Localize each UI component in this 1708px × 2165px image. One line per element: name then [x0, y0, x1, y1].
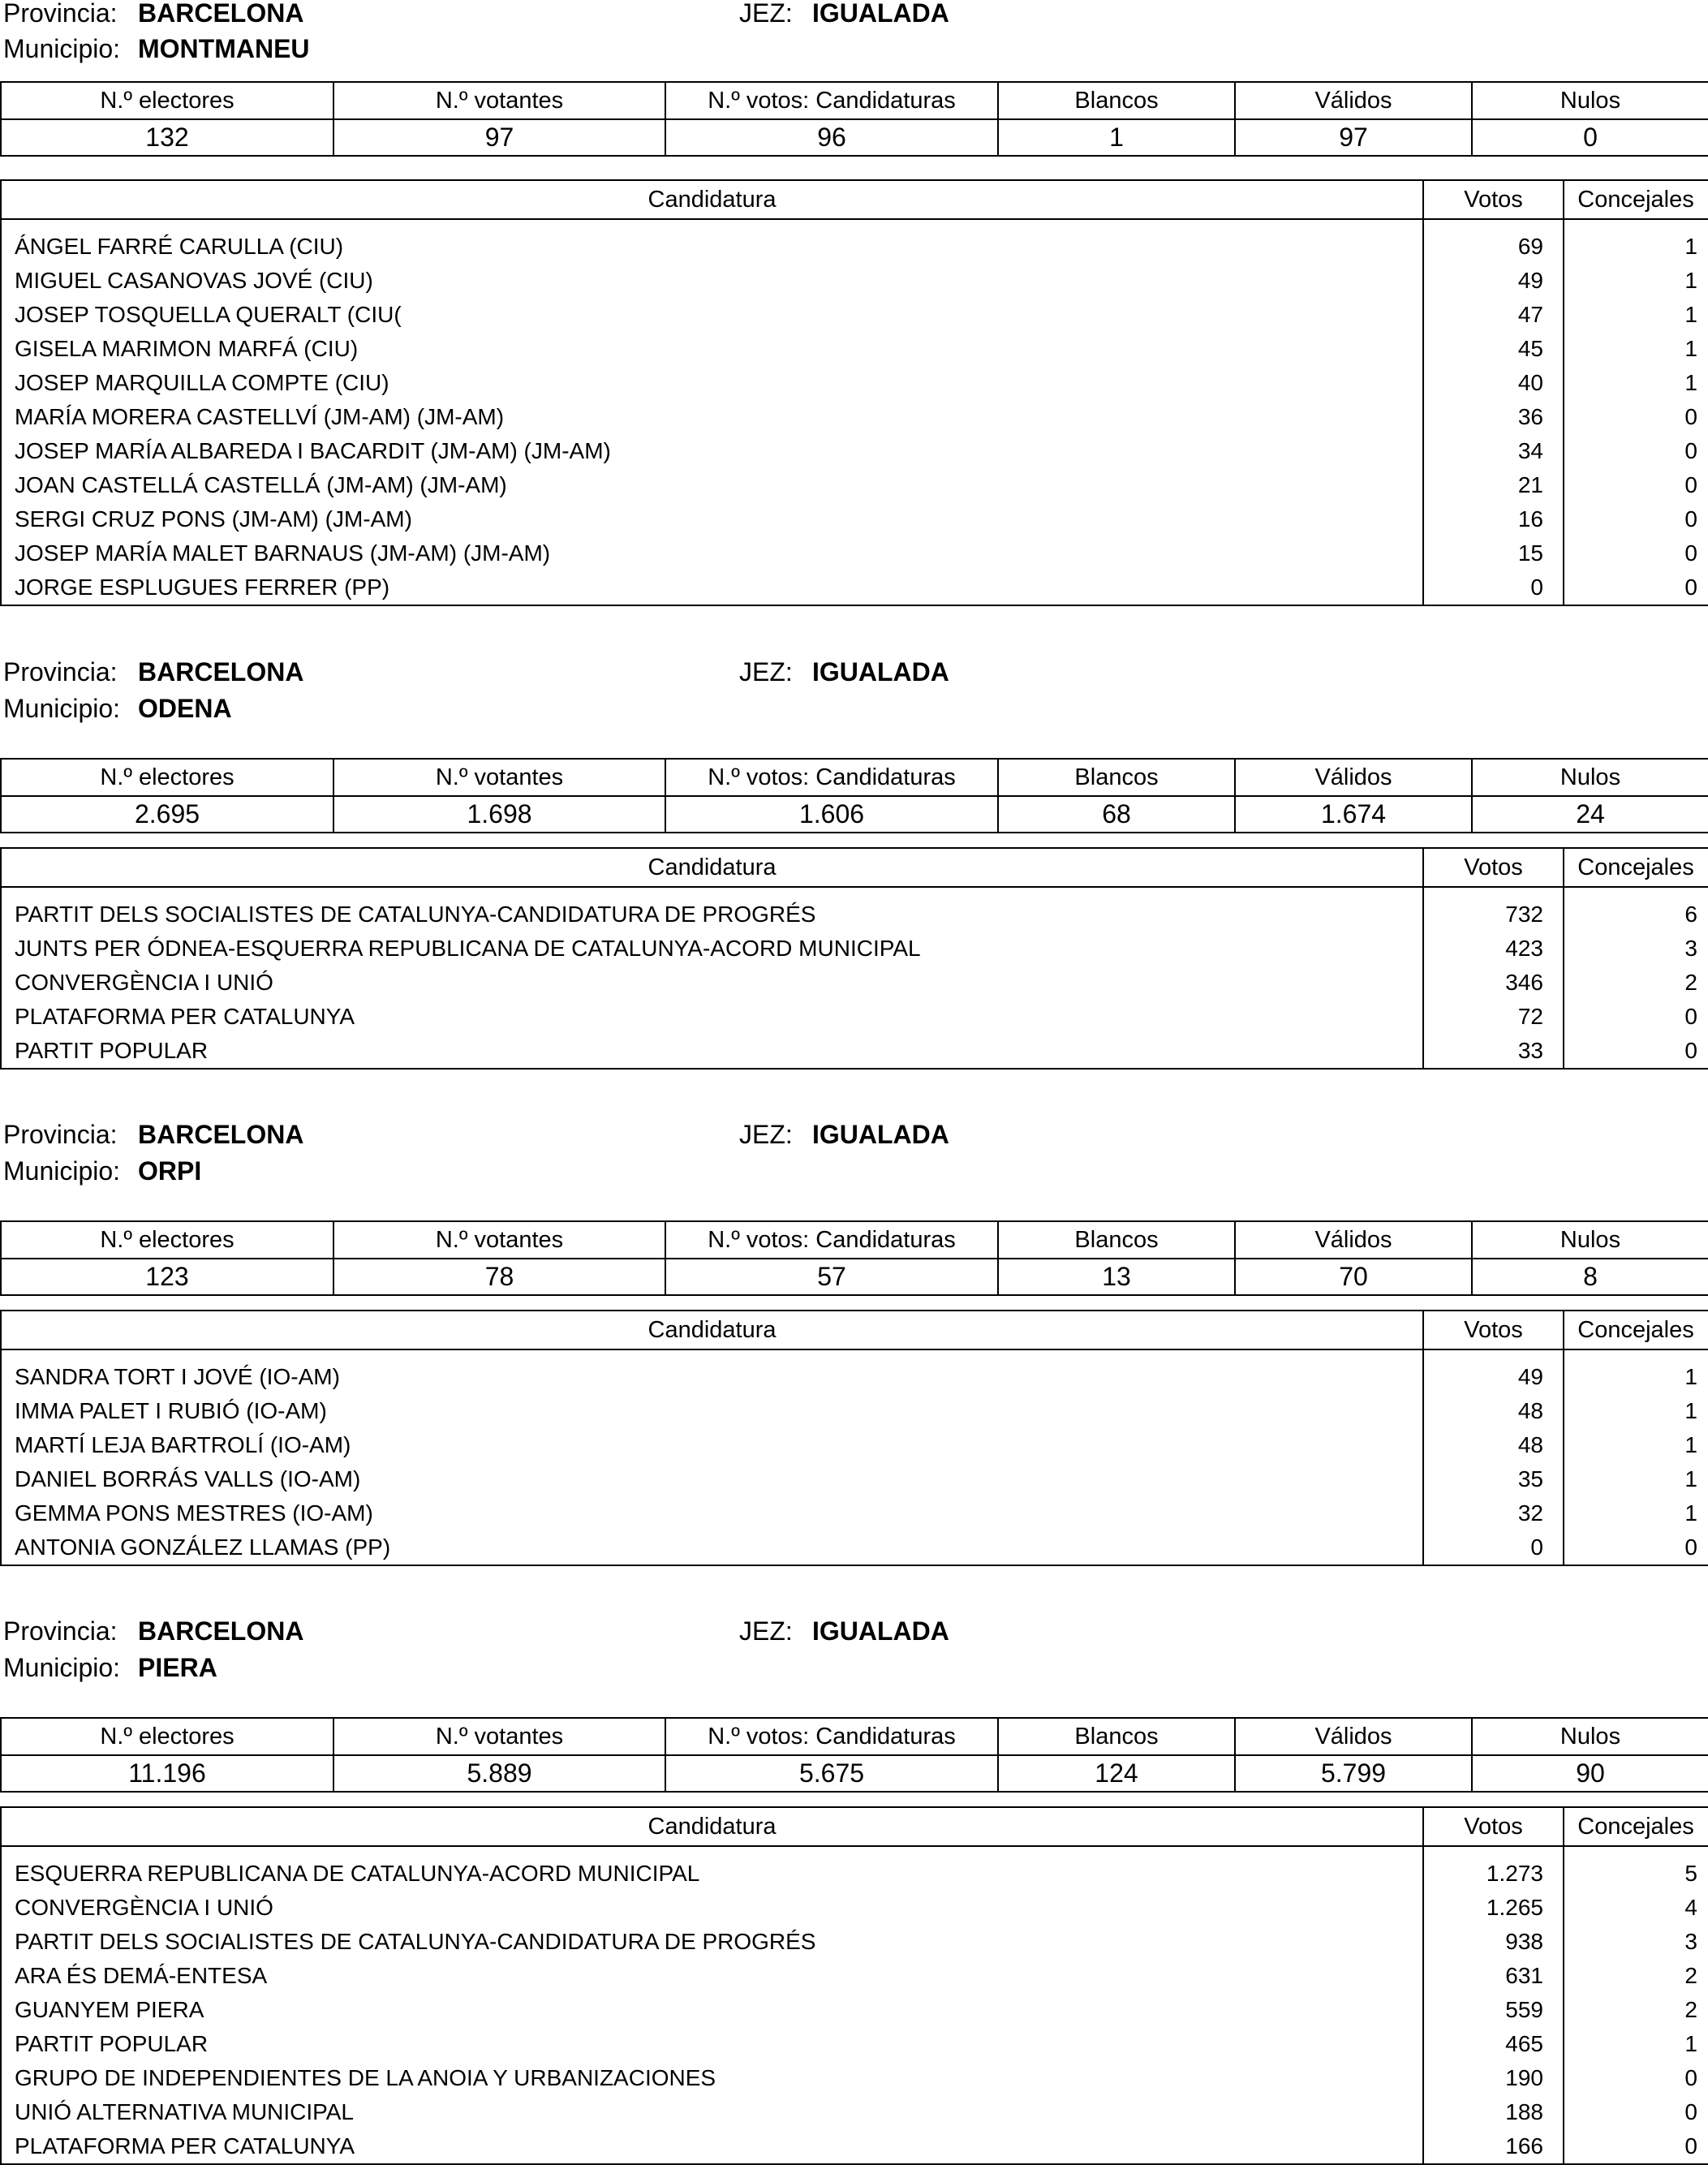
- concejales-value: 0: [1684, 472, 1697, 497]
- jez-label: JEZ:: [739, 657, 793, 687]
- blancos-value: 13: [997, 1259, 1234, 1294]
- concejales-value: 2: [1684, 1963, 1697, 1988]
- summary-header-row: [2, 760, 1708, 795]
- candidatura-name: CONVERGÈNCIA I UNIÓ: [15, 1895, 273, 1920]
- summary-header: Válidos: [1234, 760, 1471, 795]
- candidatura-name: JOAN CASTELLÁ CASTELLÁ (JM-AM) (JM-AM): [15, 472, 507, 497]
- votos-value: 559: [1505, 1997, 1543, 2022]
- summary-table: [0, 758, 1708, 833]
- concejales-header: Concejales: [1577, 1316, 1694, 1343]
- votos-value: 49: [1517, 268, 1543, 293]
- candidatura-name: GUANYEM PIERA: [15, 1997, 204, 2022]
- concejales-value: 0: [1684, 540, 1697, 566]
- blancos-value: 124: [997, 1756, 1234, 1791]
- concejales-value: 1: [1684, 1466, 1697, 1491]
- votos-column: [1424, 1350, 1564, 1565]
- candidaturas-body: [2, 220, 1708, 605]
- votos-value: 72: [1517, 1004, 1543, 1029]
- summary-values-row: [2, 1258, 1708, 1294]
- votos-value: 1.265: [1486, 1895, 1543, 1920]
- candidatura-name: ESQUERRA REPUBLICANA DE CATALUNYA-ACORD MUNICIPAL: [15, 1861, 700, 1886]
- concejales-header: Concejales: [1577, 1813, 1694, 1840]
- votos-header: Votos: [1424, 1808, 1564, 1845]
- votos-candidaturas-value: 96: [665, 120, 997, 155]
- candidaturas-table: [0, 847, 1708, 1070]
- concejales-value: 5: [1684, 1861, 1697, 1886]
- summary-header-row: [2, 83, 1708, 118]
- summary-header: Blancos: [997, 760, 1234, 795]
- blancos-value: 1: [997, 120, 1234, 155]
- candidatura-header: Candidatura: [2, 1808, 1424, 1845]
- municipio-value: PIERA: [138, 1653, 217, 1682]
- section-header: [0, 0, 1708, 67]
- votos-value: 16: [1517, 506, 1543, 532]
- municipio-label: Municipio:: [3, 34, 121, 63]
- summary-header: N.º votos: Candidaturas: [665, 1222, 997, 1258]
- votos-value: 48: [1517, 1398, 1543, 1423]
- electores-value: 132: [145, 123, 189, 152]
- candidaturas-header-row: [2, 1311, 1708, 1350]
- concejales-value: 0: [1684, 2133, 1697, 2159]
- votos-value: 69: [1517, 234, 1543, 259]
- validos-value: 5.799: [1234, 1756, 1471, 1791]
- candidatura-name: CONVERGÈNCIA I UNIÓ: [15, 970, 273, 995]
- provincia-label: Provincia:: [3, 1120, 118, 1149]
- nulos-value: 0: [1471, 120, 1708, 155]
- validos-value: 1.674: [1234, 797, 1471, 832]
- candidatura-names: [2, 1350, 1424, 1565]
- summary-table: [0, 1220, 1708, 1296]
- candidatura-name: JOSEP MARÍA ALBAREDA I BACARDIT (JM-AM) (JM-AM): [15, 438, 611, 463]
- concejales-value: 6: [1684, 902, 1697, 927]
- candidatura-name: ANTONIA GONZÁLEZ LLAMAS (PP): [15, 1534, 391, 1560]
- municipio-label: Municipio:: [3, 1653, 121, 1682]
- candidatura-name: JOSEP MARQUILLA COMPTE (CIU): [15, 370, 389, 395]
- section-header: [0, 1120, 1708, 1196]
- candidaturas-header-row: [2, 1808, 1708, 1847]
- summary-header: N.º votantes: [333, 1719, 665, 1754]
- concejales-value: 1: [1684, 2031, 1697, 2056]
- votos-value: 166: [1505, 2133, 1543, 2159]
- municipio-label: Municipio:: [3, 694, 121, 723]
- concejales-column: [1564, 1847, 1707, 2163]
- electores-value: 2.695: [134, 799, 200, 829]
- summary-header: Válidos: [1234, 83, 1471, 118]
- summary-header: N.º votos: Candidaturas: [665, 1719, 997, 1754]
- candidatura-name: JOSEP MARÍA MALET BARNAUS (JM-AM) (JM-AM): [15, 540, 551, 566]
- municipio-value: ODENA: [138, 694, 232, 723]
- concejales-value: 2: [1684, 970, 1697, 995]
- candidaturas-header-row: [2, 849, 1708, 888]
- concejales-column: [1564, 888, 1707, 1068]
- summary-header: N.º votantes: [333, 1222, 665, 1258]
- summary-table: [0, 1717, 1708, 1793]
- electores-value: 123: [145, 1262, 189, 1291]
- provincia-label: Provincia:: [3, 1616, 118, 1646]
- votos-value: 631: [1505, 1963, 1543, 1988]
- summary-header: Nulos: [1471, 83, 1708, 118]
- candidatura-name: UNIÓ ALTERNATIVA MUNICIPAL: [15, 2099, 355, 2124]
- candidatura-name: JORGE ESPLUGUES FERRER (PP): [15, 575, 390, 600]
- summary-header-row: [2, 1222, 1708, 1258]
- votantes-value: 1.698: [333, 797, 665, 832]
- provincia-value: BARCELONA: [138, 657, 304, 687]
- summary-header: Válidos: [1234, 1222, 1471, 1258]
- municipio-section: [0, 1120, 1708, 1560]
- concejales-value: 0: [1684, 575, 1697, 600]
- candidatura-name: SERGI CRUZ PONS (JM-AM) (JM-AM): [15, 506, 412, 532]
- municipio-section: [0, 1616, 1708, 2159]
- concejales-value: 1: [1684, 1432, 1697, 1457]
- votos-value: 423: [1505, 936, 1543, 961]
- municipio-section: [0, 657, 1708, 1063]
- candidaturas-body: [2, 1847, 1708, 2163]
- candidatura-name: JOSEP TOSQUELLA QUERALT (CIU(: [15, 302, 402, 327]
- concejales-header: Concejales: [1577, 186, 1694, 213]
- summary-header: Nulos: [1471, 1222, 1708, 1258]
- summary-header: N.º votantes: [333, 83, 665, 118]
- concejales-header: Concejales: [1577, 854, 1694, 880]
- nulos-value: 8: [1471, 1259, 1708, 1294]
- jez-value: IGUALADA: [812, 0, 949, 28]
- candidatura-name: DANIEL BORRÁS VALLS (IO-AM): [15, 1466, 361, 1491]
- concejales-value: 0: [1684, 506, 1697, 532]
- provincia-value: BARCELONA: [138, 1616, 304, 1646]
- votos-value: 21: [1517, 472, 1543, 497]
- summary-header: N.º electores: [100, 764, 234, 790]
- jez-value: IGUALADA: [812, 1616, 949, 1646]
- candidatura-name: PLATAFORMA PER CATALUNYA: [15, 1004, 355, 1029]
- votos-value: 938: [1505, 1929, 1543, 1954]
- votos-value: 48: [1517, 1432, 1543, 1457]
- candidatura-name: PARTIT DELS SOCIALISTES DE CATALUNYA-CANDIDATURA DE PROGRÉS: [15, 1929, 816, 1954]
- candidaturas-body: [2, 1350, 1708, 1565]
- concejales-value: 0: [1684, 2065, 1697, 2090]
- votos-value: 34: [1517, 438, 1543, 463]
- validos-value: 70: [1234, 1259, 1471, 1294]
- summary-header: Blancos: [997, 83, 1234, 118]
- candidatura-name: ÁNGEL FARRÉ CARULLA (CIU): [15, 234, 344, 259]
- votos-value: 15: [1517, 540, 1543, 566]
- candidatura-name: MARÍA MORERA CASTELLVÍ (JM-AM) (JM-AM): [15, 404, 505, 429]
- candidatura-name: GEMMA PONS MESTRES (IO-AM): [15, 1500, 373, 1526]
- candidatura-header: Candidatura: [2, 1311, 1424, 1349]
- votantes-value: 5.889: [333, 1756, 665, 1791]
- electores-value: 11.196: [128, 1758, 206, 1788]
- concejales-value: 1: [1684, 1500, 1697, 1526]
- candidatura-names: [2, 1847, 1424, 2163]
- concejales-value: 2: [1684, 1997, 1697, 2022]
- votos-value: 0: [1530, 1534, 1543, 1560]
- section-header: [0, 657, 1708, 734]
- candidatura-header: Candidatura: [2, 849, 1424, 886]
- summary-header: Blancos: [997, 1222, 1234, 1258]
- candidatura-name: PLATAFORMA PER CATALUNYA: [15, 2133, 355, 2159]
- votos-value: 190: [1505, 2065, 1543, 2090]
- municipio-label: Municipio:: [3, 1156, 121, 1186]
- jez-label: JEZ:: [739, 1120, 793, 1149]
- concejales-value: 0: [1684, 1038, 1697, 1063]
- summary-header: Válidos: [1234, 1719, 1471, 1754]
- nulos-value: 90: [1471, 1756, 1708, 1791]
- votos-candidaturas-value: 1.606: [665, 797, 997, 832]
- votos-column: [1424, 1847, 1564, 2163]
- candidaturas-table: [0, 179, 1708, 606]
- concejales-value: 1: [1684, 234, 1697, 259]
- nulos-value: 24: [1471, 797, 1708, 832]
- summary-header: N.º electores: [100, 87, 234, 114]
- votos-header: Votos: [1424, 1311, 1564, 1349]
- concejales-value: 1: [1684, 268, 1697, 293]
- summary-values-row: [2, 118, 1708, 155]
- votos-column: [1424, 888, 1564, 1068]
- votos-header: Votos: [1424, 849, 1564, 886]
- concejales-value: 3: [1684, 1929, 1697, 1954]
- votos-value: 40: [1517, 370, 1543, 395]
- municipio-value: MONTMANEU: [138, 34, 310, 63]
- votos-value: 188: [1505, 2099, 1543, 2124]
- validos-value: 97: [1234, 120, 1471, 155]
- concejales-value: 0: [1684, 2099, 1697, 2124]
- votos-value: 45: [1517, 336, 1543, 361]
- votos-value: 32: [1517, 1500, 1543, 1526]
- jez-value: IGUALADA: [812, 657, 949, 687]
- candidaturas-table: [0, 1806, 1708, 2165]
- concejales-value: 0: [1684, 1004, 1697, 1029]
- concejales-value: 4: [1684, 1895, 1697, 1920]
- summary-header: Blancos: [997, 1719, 1234, 1754]
- votantes-value: 97: [333, 120, 665, 155]
- candidatura-name: PARTIT POPULAR: [15, 1038, 209, 1063]
- votos-value: 1.273: [1486, 1861, 1543, 1886]
- candidatura-names: [2, 888, 1424, 1068]
- jez-label: JEZ:: [739, 1616, 793, 1646]
- candidatura-name: MIGUEL CASANOVAS JOVÉ (CIU): [15, 268, 373, 293]
- votos-candidaturas-value: 5.675: [665, 1756, 997, 1791]
- concejales-value: 1: [1684, 302, 1697, 327]
- votos-candidaturas-value: 57: [665, 1259, 997, 1294]
- concejales-value: 3: [1684, 936, 1697, 961]
- votos-value: 33: [1517, 1038, 1543, 1063]
- votos-value: 49: [1517, 1364, 1543, 1389]
- candidatura-name: GISELA MARIMON MARFÁ (CIU): [15, 336, 359, 361]
- votos-value: 0: [1530, 575, 1543, 600]
- concejales-value: 0: [1684, 438, 1697, 463]
- candidatura-names: [2, 220, 1424, 605]
- section-header: [0, 1616, 1708, 1693]
- candidatura-name: MARTÍ LEJA BARTROLÍ (IO-AM): [15, 1432, 351, 1457]
- summary-table: [0, 81, 1708, 157]
- concejales-value: 0: [1684, 404, 1697, 429]
- candidatura-name: ARA ÉS DEMÁ-ENTESA: [15, 1963, 268, 1988]
- provincia-value: BARCELONA: [138, 0, 304, 28]
- candidatura-name: IMMA PALET I RUBIÓ (IO-AM): [15, 1398, 327, 1423]
- jez-value: IGUALADA: [812, 1120, 949, 1149]
- provincia-value: BARCELONA: [138, 1120, 304, 1149]
- municipio-value: ORPI: [138, 1156, 202, 1186]
- blancos-value: 68: [997, 797, 1234, 832]
- summary-header: Nulos: [1471, 1719, 1708, 1754]
- candidatura-name: PARTIT POPULAR: [15, 2031, 209, 2056]
- municipio-section: [0, 0, 1708, 600]
- candidatura-name: GRUPO DE INDEPENDIENTES DE LA ANOIA Y URBANIZACIONES: [15, 2065, 716, 2090]
- concejales-value: 1: [1684, 1398, 1697, 1423]
- provincia-label: Provincia:: [3, 657, 118, 687]
- summary-header: N.º electores: [100, 1226, 234, 1253]
- votantes-value: 78: [333, 1259, 665, 1294]
- votos-value: 346: [1505, 970, 1543, 995]
- jez-label: JEZ:: [739, 0, 793, 28]
- summary-values-row: [2, 795, 1708, 832]
- concejales-value: 1: [1684, 370, 1697, 395]
- votos-header: Votos: [1424, 181, 1564, 218]
- candidatura-name: SANDRA TORT I JOVÉ (IO-AM): [15, 1364, 340, 1389]
- concejales-column: [1564, 220, 1707, 605]
- summary-header: N.º votantes: [333, 760, 665, 795]
- summary-header: Nulos: [1471, 760, 1708, 795]
- concejales-value: 0: [1684, 1534, 1697, 1560]
- concejales-value: 1: [1684, 336, 1697, 361]
- summary-header-row: [2, 1719, 1708, 1754]
- candidaturas-table: [0, 1310, 1708, 1566]
- summary-header: N.º votos: Candidaturas: [665, 760, 997, 795]
- votos-value: 465: [1505, 2031, 1543, 2056]
- votos-value: 47: [1517, 302, 1543, 327]
- votos-column: [1424, 220, 1564, 605]
- votos-value: 35: [1517, 1466, 1543, 1491]
- summary-values-row: [2, 1754, 1708, 1791]
- summary-header: N.º votos: Candidaturas: [665, 83, 997, 118]
- concejales-column: [1564, 1350, 1707, 1565]
- concejales-value: 1: [1684, 1364, 1697, 1389]
- provincia-label: Provincia:: [3, 0, 118, 28]
- votos-value: 36: [1517, 404, 1543, 429]
- summary-header: N.º electores: [100, 1723, 234, 1750]
- candidaturas-body: [2, 888, 1708, 1068]
- votos-value: 732: [1505, 902, 1543, 927]
- candidaturas-header-row: [2, 181, 1708, 220]
- candidatura-name: PARTIT DELS SOCIALISTES DE CATALUNYA-CANDIDATURA DE PROGRÉS: [15, 902, 816, 927]
- candidatura-header: Candidatura: [2, 181, 1424, 218]
- candidatura-name: JUNTS PER ÓDNEA-ESQUERRA REPUBLICANA DE CATALUNYA-ACORD MUNICIPAL: [15, 936, 921, 961]
